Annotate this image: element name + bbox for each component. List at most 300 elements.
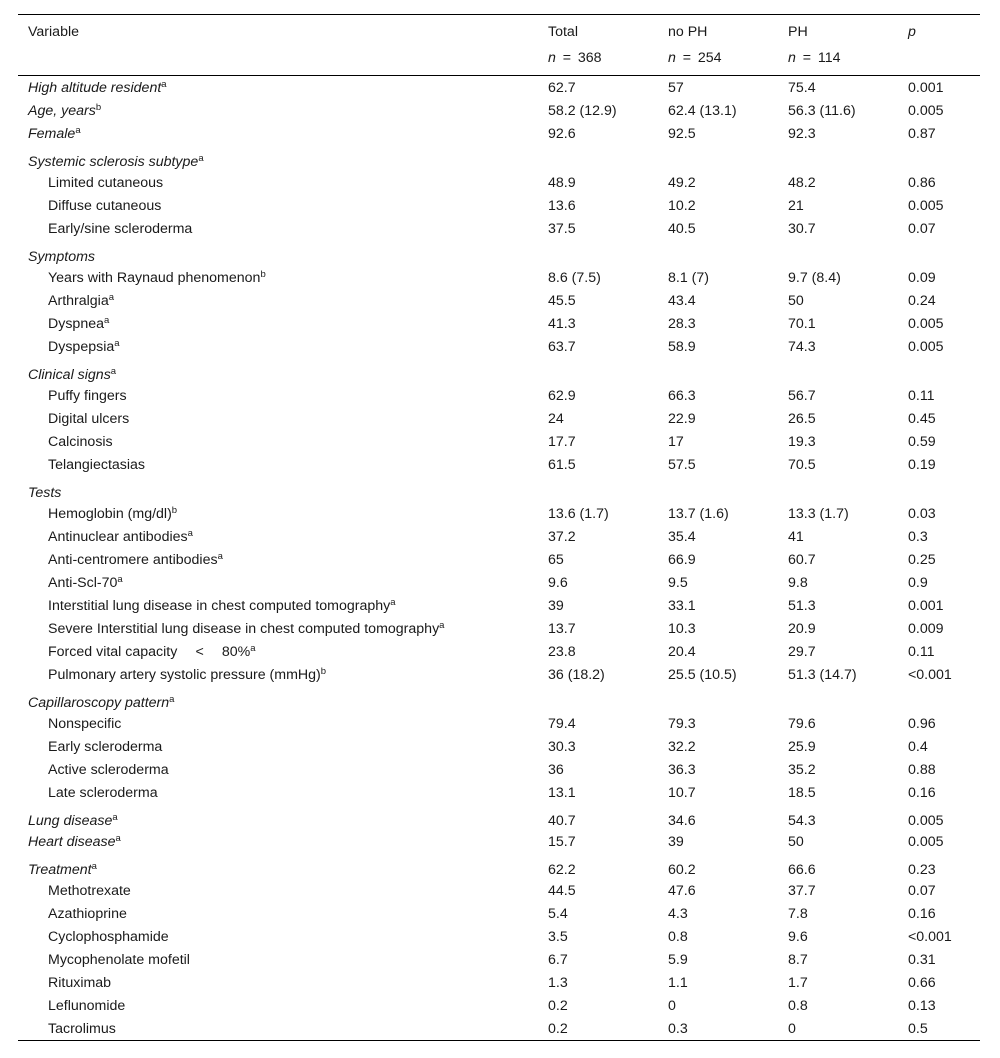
cell-no-ph: 1.1 — [668, 974, 688, 991]
section-row — [18, 240, 980, 266]
table-row — [18, 525, 980, 548]
row-label — [18, 122, 538, 145]
row-label — [18, 617, 538, 640]
section-row — [18, 686, 980, 712]
row-label-text: Female — [28, 125, 76, 142]
footnote-marker: a — [250, 642, 256, 654]
cell-total: 45.5 — [548, 292, 576, 309]
cell-p-value: 0.001 — [908, 597, 944, 614]
cell-total: 62.9 — [548, 387, 576, 404]
header-no-ph: no PH — [658, 15, 778, 47]
cell-total: 13.7 — [548, 620, 576, 637]
n-equals: = — [562, 50, 572, 66]
cell-total: 92.6 — [548, 125, 576, 142]
footnote-marker: a — [115, 832, 121, 844]
footnote-marker: a — [439, 619, 445, 631]
cell-total: 36 (18.2) — [548, 666, 605, 683]
cell-ph: 1.7 — [788, 974, 808, 991]
cell-p-value: 0.03 — [908, 505, 936, 522]
n-equals: = — [802, 50, 812, 66]
cell-ph — [778, 145, 898, 171]
cell-total: 0.2 — [548, 997, 568, 1014]
table-row — [18, 548, 980, 571]
cell-p-value: 0.3 — [908, 528, 928, 545]
table-row — [18, 735, 980, 758]
row-label-text: Hemoglobin (mg/dl) — [48, 505, 172, 522]
cell-ph: 9.8 — [788, 574, 808, 591]
cell-total: 13.6 — [548, 197, 576, 214]
row-label-text: Mycophenolate mofetil — [48, 951, 190, 968]
row-label — [18, 594, 538, 617]
table-row — [18, 971, 980, 994]
cell-no-ph: 10.2 — [668, 197, 696, 214]
footnote-marker: a — [110, 366, 117, 377]
cell-total: 40.7 — [548, 813, 576, 829]
cell-total: 8.6 (7.5) — [548, 269, 601, 286]
row-label — [18, 994, 538, 1017]
cell-p-value: 0.59 — [908, 433, 936, 450]
row-label — [18, 476, 538, 502]
cell-total — [538, 686, 658, 712]
row-label — [18, 430, 538, 453]
row-label — [18, 358, 538, 384]
cell-total: 62.2 — [548, 862, 576, 878]
row-label — [18, 686, 538, 712]
header-n-ph — [778, 46, 898, 76]
n-equals: = — [682, 50, 692, 66]
cell-ph: 79.6 — [788, 715, 816, 732]
cell-p-value: 0.87 — [908, 125, 936, 142]
header-ph: PH — [778, 15, 898, 47]
cell-no-ph: 33.1 — [668, 597, 696, 614]
cell-p-value: 0.005 — [908, 315, 944, 332]
footnote-marker: a — [390, 596, 396, 608]
table-row — [18, 879, 980, 902]
cell-total: 23.8 — [548, 643, 576, 660]
cell-ph — [778, 686, 898, 712]
cell-no-ph — [658, 476, 778, 502]
cell-p-value: 0.09 — [908, 269, 936, 286]
row-label-text: High altitude resident — [28, 79, 162, 96]
table-row — [18, 781, 980, 804]
cell-ph: 20.9 — [788, 620, 816, 637]
cell-p-value — [898, 145, 980, 171]
cell-total: 58.2 (12.9) — [548, 102, 617, 119]
cell-ph: 60.7 — [788, 551, 816, 568]
cell-no-ph: 49.2 — [668, 174, 696, 191]
n-symbol: n — [548, 50, 556, 66]
header-variable: Variable — [18, 15, 538, 47]
cell-ph: 50 — [788, 292, 804, 309]
cell-no-ph: 35.4 — [668, 528, 696, 545]
table-body — [18, 76, 980, 1041]
footnote-marker: a — [217, 550, 223, 562]
cell-no-ph: 57 — [668, 79, 684, 96]
cell-p-value: 0.07 — [908, 882, 936, 899]
cell-no-ph: 66.9 — [668, 551, 696, 568]
cell-total: 3.5 — [548, 928, 568, 945]
cell-ph: 19.3 — [788, 433, 816, 450]
cell-no-ph: 58.9 — [668, 338, 696, 355]
row-label-text: Heart disease — [28, 833, 116, 850]
table-row — [18, 122, 980, 145]
header-p: p — [898, 15, 980, 47]
cell-total: 37.2 — [548, 528, 576, 545]
table-row — [18, 902, 980, 925]
cell-p-value: 0.13 — [908, 997, 936, 1014]
footnote-marker: a — [91, 861, 97, 872]
cell-no-ph: 0.8 — [668, 928, 688, 945]
cell-no-ph: 66.3 — [668, 387, 696, 404]
row-label — [18, 1017, 538, 1041]
header-n-total — [538, 46, 658, 76]
cell-p-value: 0.005 — [908, 813, 944, 829]
cell-ph: 18.5 — [788, 784, 816, 801]
cell-total: 65 — [548, 551, 564, 568]
cell-no-ph: 13.7 (1.6) — [668, 505, 729, 522]
cell-no-ph: 9.5 — [668, 574, 688, 591]
row-label — [18, 571, 538, 594]
cell-no-ph: 5.9 — [668, 951, 688, 968]
cell-no-ph — [658, 240, 778, 266]
cell-no-ph — [658, 686, 778, 712]
row-label-text: Pulmonary artery systolic pressure (mmHg) — [48, 666, 321, 683]
row-label-text: Symptoms — [28, 249, 96, 265]
footnote-marker: a — [198, 153, 204, 164]
cell-p-value: 0.11 — [908, 387, 935, 404]
row-label-text: Leflunomide — [48, 997, 126, 1014]
footnote-marker: b — [95, 101, 102, 113]
table-row — [18, 758, 980, 781]
header-n-row — [18, 46, 980, 76]
cell-no-ph: 20.4 — [668, 643, 696, 660]
cell-no-ph: 79.3 — [668, 715, 696, 732]
cell-total: 15.7 — [548, 833, 576, 850]
row-label — [18, 453, 538, 476]
table-wrapper — [18, 14, 980, 1041]
cell-p-value: 0.005 — [908, 338, 944, 355]
cell-ph: 25.9 — [788, 738, 816, 755]
cell-ph: 9.7 (8.4) — [788, 269, 841, 286]
cell-total: 5.4 — [548, 905, 568, 922]
cell-total: 61.5 — [548, 456, 576, 473]
cell-p-value: 0.005 — [908, 197, 944, 214]
row-label-text: Digital ulcers — [48, 410, 130, 427]
cell-total — [538, 358, 658, 384]
row-label-text: Early scleroderma — [48, 738, 163, 755]
cell-no-ph: 39 — [668, 833, 684, 850]
cell-p-value: 0.88 — [908, 761, 936, 778]
cell-ph: 30.7 — [788, 220, 816, 237]
cell-total: 30.3 — [548, 738, 576, 755]
footnote-marker: b — [171, 504, 178, 516]
cell-p-value — [898, 476, 980, 502]
table-row — [18, 99, 980, 122]
row-label-text: Puffy fingers — [48, 387, 127, 404]
n-symbol: n — [668, 50, 676, 66]
row-label-text: Years with Raynaud phenomenon — [48, 269, 261, 286]
cell-total: 6.7 — [548, 951, 568, 968]
row-label — [18, 145, 538, 171]
row-label-text: Azathioprine — [48, 905, 127, 922]
table-row — [18, 925, 980, 948]
cell-p-value: 0.009 — [908, 620, 944, 637]
cell-total: 13.1 — [548, 784, 576, 801]
cell-ph: 48.2 — [788, 174, 816, 191]
row-label-text: Systemic sclerosis subtype — [28, 154, 199, 170]
table-row — [18, 617, 980, 640]
cell-ph: 7.8 — [788, 905, 808, 922]
cell-ph: 50 — [788, 833, 804, 850]
cell-ph — [778, 358, 898, 384]
row-label-text: Rituximab — [48, 974, 112, 991]
row-label-text: Lung disease — [28, 813, 113, 829]
cell-ph: 56.3 (11.6) — [788, 102, 856, 119]
cell-no-ph: 43.4 — [668, 292, 696, 309]
cell-no-ph: 47.6 — [668, 882, 696, 899]
cell-total: 13.6 (1.7) — [548, 505, 609, 522]
section-row — [18, 853, 980, 879]
footnote-marker: a — [75, 124, 81, 136]
cell-no-ph: 32.2 — [668, 738, 696, 755]
table-row — [18, 335, 980, 358]
cell-ph — [778, 240, 898, 266]
header-n-no-ph — [658, 46, 778, 76]
footnote-marker: a — [114, 337, 120, 349]
cell-no-ph: 25.5 (10.5) — [668, 666, 737, 683]
cell-p-value: 0.31 — [908, 951, 936, 968]
cell-no-ph: 28.3 — [668, 315, 696, 332]
cell-total — [538, 240, 658, 266]
header-n-p-spacer — [898, 46, 980, 76]
cell-ph: 66.6 — [788, 862, 816, 878]
cell-no-ph — [658, 358, 778, 384]
row-label-text: Calcinosis — [48, 433, 113, 450]
table-row — [18, 312, 980, 335]
row-label — [18, 194, 538, 217]
cell-ph — [778, 476, 898, 502]
cell-no-ph: 0 — [668, 997, 676, 1014]
row-label-text: Clinical signs — [28, 367, 111, 383]
row-label — [18, 312, 538, 335]
cell-ph: 75.4 — [788, 79, 816, 96]
row-label-text: Forced vital capacity < 80% — [48, 643, 251, 660]
cell-ph: 0.8 — [788, 997, 808, 1014]
cell-ph: 74.3 — [788, 338, 816, 355]
row-label — [18, 171, 538, 194]
table-row — [18, 948, 980, 971]
row-label — [18, 971, 538, 994]
cell-total: 36 — [548, 761, 564, 778]
cell-ph: 41 — [788, 528, 804, 545]
cell-total: 0.2 — [538, 1017, 658, 1041]
header-row — [18, 15, 980, 47]
footnote-marker: a — [117, 573, 123, 585]
row-label — [18, 853, 538, 879]
cell-total: 48.9 — [548, 174, 576, 191]
cell-p-value: 0.19 — [908, 456, 936, 473]
footnote-marker: a — [161, 78, 167, 90]
cell-no-ph: 4.3 — [668, 905, 688, 922]
table-row — [18, 171, 980, 194]
table-row — [18, 430, 980, 453]
cell-total: 17.7 — [548, 433, 576, 450]
table-row — [18, 640, 980, 663]
row-label — [18, 948, 538, 971]
data-table — [18, 14, 980, 1041]
table-row — [18, 830, 980, 853]
cell-p-value: 0.96 — [908, 715, 936, 732]
row-label — [18, 735, 538, 758]
cell-total — [538, 145, 658, 171]
row-label-text: Capillaroscopy pattern — [28, 695, 170, 711]
cell-total: 39 — [548, 597, 564, 614]
table-row — [18, 663, 980, 686]
footnote-marker: a — [112, 812, 118, 823]
cell-total: 9.6 — [548, 574, 568, 591]
row-label-text: Diffuse cutaneous — [48, 197, 162, 214]
cell-no-ph: 36.3 — [668, 761, 696, 778]
row-label-text: Late scleroderma — [48, 784, 158, 801]
cell-p-value: 0.005 — [908, 833, 944, 850]
footnote-marker: b — [260, 268, 266, 280]
cell-no-ph: 10.3 — [668, 620, 696, 637]
cell-ph: 56.7 — [788, 387, 816, 404]
row-label — [18, 407, 538, 430]
cell-ph: 35.2 — [788, 761, 816, 778]
table-row — [18, 407, 980, 430]
row-label-text: Arthralgia — [48, 292, 109, 309]
section-row — [18, 476, 980, 502]
cell-ph: 51.3 (14.7) — [788, 666, 857, 683]
row-label-text: Cyclophosphamide — [48, 928, 169, 945]
cell-ph: 51.3 — [788, 597, 816, 614]
cell-no-ph: 92.5 — [668, 125, 696, 142]
cell-total: 79.4 — [548, 715, 576, 732]
row-label — [18, 502, 538, 525]
table-row — [18, 594, 980, 617]
cell-no-ph: 34.6 — [668, 813, 696, 829]
cell-p-value: 0.16 — [908, 784, 936, 801]
table-row — [18, 217, 980, 240]
cell-p-value — [898, 358, 980, 384]
cell-total: 24 — [548, 410, 564, 427]
row-label — [18, 335, 538, 358]
cell-no-ph: 57.5 — [668, 456, 696, 473]
cell-ph: 29.7 — [788, 643, 816, 660]
n-value: 368 — [577, 50, 602, 66]
cell-ph: 37.7 — [788, 882, 816, 899]
cell-p-value: 0.001 — [908, 79, 944, 96]
cell-p-value: 0.45 — [908, 410, 936, 427]
cell-p-value: <0.001 — [908, 928, 952, 945]
row-label-text: Early/sine scleroderma — [48, 220, 193, 237]
cell-p-value: 0.4 — [908, 738, 928, 755]
row-label — [18, 525, 538, 548]
row-label — [18, 217, 538, 240]
row-label-text: Limited cutaneous — [48, 174, 164, 191]
footnote-marker: a — [187, 527, 193, 539]
table-row — [18, 194, 980, 217]
cell-p-value: 0.16 — [908, 905, 936, 922]
row-label — [18, 804, 538, 830]
cell-p-value: 0.07 — [908, 220, 936, 237]
cell-no-ph: 60.2 — [668, 862, 696, 878]
cell-total: 37.5 — [548, 220, 576, 237]
cell-no-ph: 8.1 (7) — [668, 269, 710, 286]
cell-total: 1.3 — [548, 974, 568, 991]
row-label-text: Telangiectasias — [48, 456, 146, 473]
cell-no-ph: 22.9 — [668, 410, 696, 427]
row-label-text: Severe Interstitial lung disease in chest computed tomography — [48, 620, 440, 637]
table-row — [18, 289, 980, 312]
row-label-text: Anti-centromere antibodies — [48, 551, 218, 568]
row-label-text: Tests — [28, 485, 62, 501]
row-label — [18, 902, 538, 925]
cell-ph: 92.3 — [788, 125, 816, 142]
row-label — [18, 758, 538, 781]
row-label-text: Antinuclear antibodies — [48, 528, 188, 545]
n-value: 114 — [817, 50, 841, 66]
row-label — [18, 663, 538, 686]
row-label — [18, 781, 538, 804]
cell-total: 41.3 — [548, 315, 576, 332]
row-label — [18, 830, 538, 853]
footnote-marker: b — [320, 665, 327, 677]
table-row — [18, 384, 980, 407]
footnote-marker: a — [104, 314, 110, 326]
cell-p-value: 0.25 — [908, 551, 936, 568]
cell-no-ph: 17 — [668, 433, 684, 450]
row-label-text: Age, years — [28, 102, 96, 119]
section-row — [18, 145, 980, 171]
row-label-text: Treatment — [28, 862, 92, 878]
section-row — [18, 358, 980, 384]
cell-p-value: 0.005 — [908, 102, 944, 119]
row-label-text: Dyspepsia — [48, 338, 115, 355]
row-label — [18, 548, 538, 571]
row-label — [18, 289, 538, 312]
table-row — [18, 994, 980, 1017]
footnote-marker: a — [169, 694, 175, 705]
cell-p-value: 0.66 — [908, 974, 936, 991]
cell-total: 63.7 — [548, 338, 576, 355]
cell-no-ph: 40.5 — [668, 220, 696, 237]
row-label — [18, 76, 538, 100]
cell-p-value: 0.24 — [908, 292, 936, 309]
cell-p-value: 0.11 — [908, 643, 935, 660]
cell-ph: 21 — [788, 197, 804, 214]
table-row — [18, 712, 980, 735]
cell-p-value: 0.5 — [898, 1017, 980, 1041]
table-row — [18, 266, 980, 289]
table-row — [18, 76, 980, 100]
cell-ph: 26.5 — [788, 410, 816, 427]
cell-ph: 54.3 — [788, 813, 816, 829]
header-n-spacer — [18, 46, 538, 76]
cell-ph: 0 — [778, 1017, 898, 1041]
cell-total: 62.7 — [548, 79, 576, 96]
row-label-text: Tacrolimus — [48, 1020, 116, 1037]
n-value: 254 — [697, 50, 722, 66]
cell-ph: 13.3 (1.7) — [788, 505, 849, 522]
row-label-text: Nonspecific — [48, 715, 122, 732]
footnote-marker: a — [108, 291, 115, 303]
cell-p-value: 0.9 — [908, 574, 928, 591]
row-label-text: Methotrexate — [48, 882, 131, 899]
row-label — [18, 240, 538, 266]
n-symbol: n — [788, 50, 796, 66]
